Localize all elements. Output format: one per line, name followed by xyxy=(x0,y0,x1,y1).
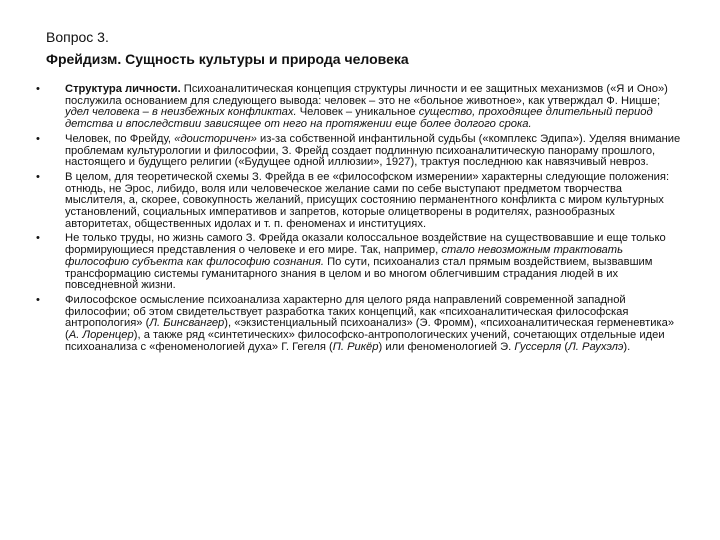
bullet-marker: • xyxy=(36,293,40,306)
item-text: Психоаналитическая концепция структуры личности и ее защитных механизмов («Я и Оно») послужила основанием для следующего вывода: человек – это не «больное животное», как утверждал Ф. Ницше; xyxy=(65,83,668,107)
item-italic: А. Лоренцер xyxy=(68,329,134,342)
item-italic: «доисторичен» xyxy=(174,132,257,145)
item-text: В целом, для теоретической схемы З. Фрейда в ее «философском измерении» характерны следующие положения: отнюдь, не Эрос, либидо, воля или человеческое желание сами по себе выступают предметом творчества мыслителя, а, скорее, совокупность желаний, присущих состоянию перманентного конфликта с миром культурных установлений, социальных императивов и запретов, которые олицетворены в родителях, разнообразных авторитетах, общественных идолах и т. п. феноменах и институциях. xyxy=(65,170,670,230)
item-italic: Л. Бинсвангер xyxy=(149,317,225,330)
item-text: ), а также ряд «синтетических» философско-антропологических учений, сочетающих отдельные идеи психоанализа с «феноменологией духа» Г. Гегеля ( xyxy=(65,329,665,353)
item-text: ). xyxy=(623,340,631,353)
bullet-marker: • xyxy=(36,83,40,95)
bullet-item-structure xyxy=(36,84,682,131)
bullet-marker: • xyxy=(36,170,40,183)
item-text: ), «экзистенциальный психоанализ» (Э. Фромм), «психоаналитическая герменевтика» ( xyxy=(65,317,675,342)
slide-header xyxy=(46,28,686,68)
item-text: Философское осмысление психоанализа характерно для целого ряда направлений современной западной философии; об этом свидетельствует разработка таких концепций, как «психоаналитическая философская антропология» ( xyxy=(65,293,629,330)
bullet-marker: • xyxy=(36,132,40,145)
bullet-marker: • xyxy=(36,232,40,245)
item-italic: Л. Раухэлэ xyxy=(568,340,624,353)
bullet-item-philosophy xyxy=(36,295,682,354)
item-text: Не только труды, но жизнь самого З. Фрейда оказали колоссальное воздействие на существовавшие и еще только формирующиеся представления о человеке и его мире. Так, например, xyxy=(65,232,666,257)
item-italic: Гуссерля xyxy=(514,340,562,353)
bullet-item-impact xyxy=(36,233,682,292)
item-text: Человек – уникальное xyxy=(296,106,419,119)
item-text: ) или феноменологией Э. xyxy=(378,340,515,353)
item-lead: Структура личности. xyxy=(65,83,181,95)
item-italic: П. Рикёр xyxy=(332,340,379,353)
slide-title: Фрейдизм. Сущность культуры и природа человека xyxy=(46,51,409,67)
item-text: из-за собственной инфантильной судьбы («комплекс Эдипа»). Уделяя внимание проблемам культурологии и философии, З. Фрейд создает подлинную психоаналитическую панораму прошлого, настоящего и будущего религии («Будущее одной иллюзии», 1927), трактуя последнюю как навязчивый невроз. xyxy=(65,132,681,169)
question-number: Вопрос 3. xyxy=(46,29,109,45)
item-italic: стало невозможным трактовать философию субъекта как философию сознания. xyxy=(65,244,623,268)
item-italic: удел человека – в неизбежных конфликтах. xyxy=(65,106,297,119)
item-text: Человек, по Фрейду, xyxy=(65,132,175,145)
item-text: ( xyxy=(561,340,569,353)
item-italic: существо, проходящее длительный период детства и впоследствии зависящее от него на протяжении еще более долгого срока. xyxy=(65,106,653,131)
bullet-item-prehistoric xyxy=(36,134,682,169)
item-text: По сути, психоанализ стал прямым воздействием, вызвавшим трансформацию системы гуманитарного знания в целом и во многом облегчившим страдания людей в их повседневной жизни. xyxy=(65,255,653,292)
bullet-item-theory xyxy=(36,172,682,231)
bullet-list xyxy=(36,84,682,356)
